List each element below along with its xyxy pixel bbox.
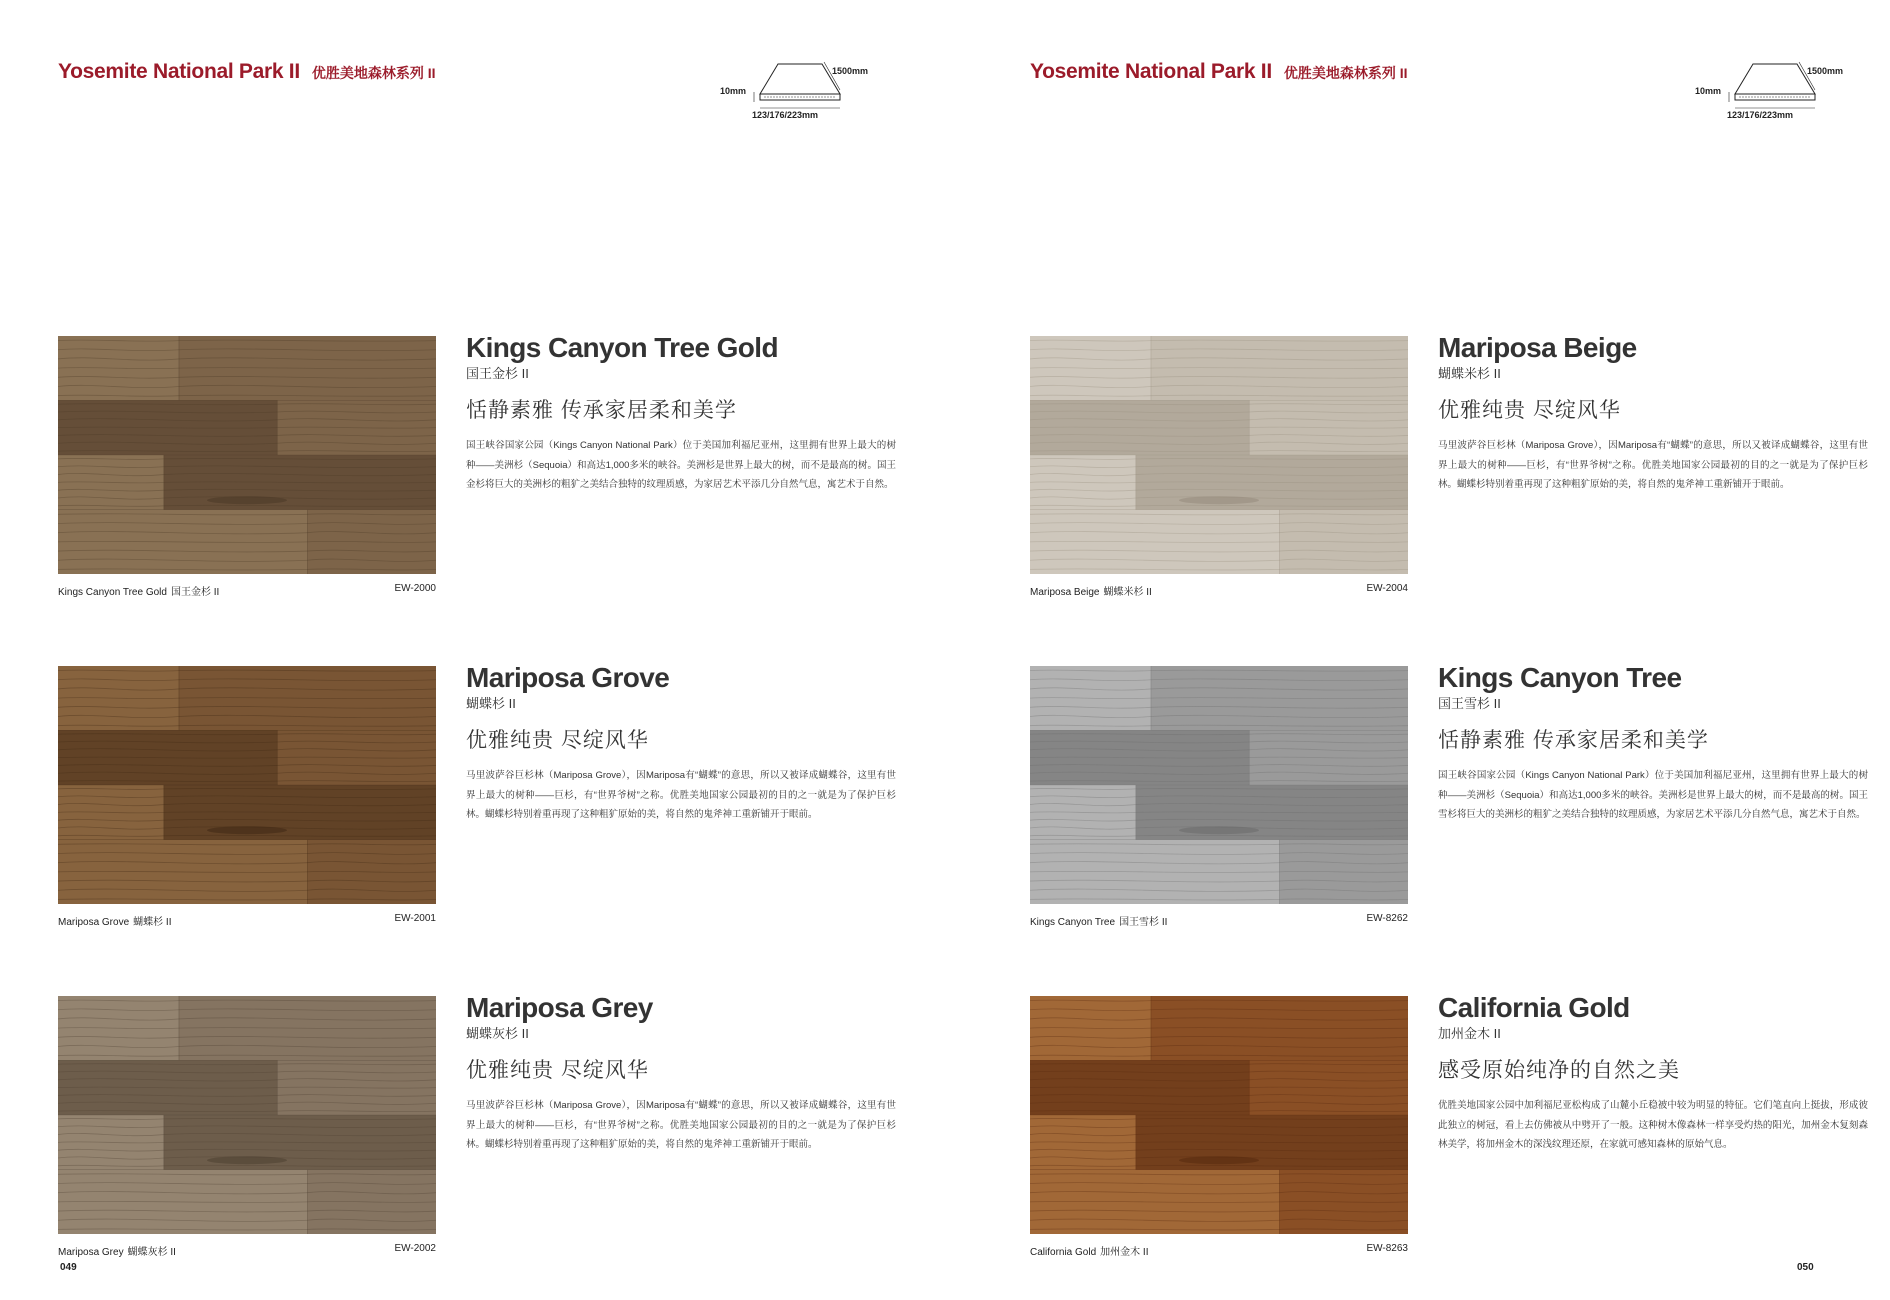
swatch-caption xyxy=(1030,583,1408,598)
swatch-caption xyxy=(1030,913,1408,928)
product-description xyxy=(466,992,896,1155)
product-code: EW-2000 xyxy=(394,583,436,594)
product-title: Mariposa Beige xyxy=(1438,332,1637,363)
product-code: EW-2004 xyxy=(1366,583,1408,594)
product-title: Mariposa Grove xyxy=(466,662,670,693)
caption-name-cn: 蝴蝶灰杉 II xyxy=(127,1247,176,1258)
series-header xyxy=(1030,60,1408,84)
product-description xyxy=(1438,332,1868,495)
product-subtitle: 国王雪杉 II xyxy=(1438,696,1501,711)
product-description xyxy=(1438,662,1868,825)
swatch-caption xyxy=(1030,1243,1408,1258)
spec-length: 1500mm xyxy=(1807,66,1844,76)
wood-swatch xyxy=(58,666,436,904)
product-card xyxy=(1030,666,1410,926)
product-card xyxy=(58,336,438,596)
product-slogan: 优雅纯贵 尽绽风华 xyxy=(1438,399,1621,422)
spec-thickness: 10mm xyxy=(1695,86,1722,96)
caption-name-en: Kings Canyon Tree xyxy=(1030,917,1116,928)
wood-swatch xyxy=(1030,666,1408,904)
product-subtitle: 加州金木 II xyxy=(1438,1026,1501,1041)
swatch-caption xyxy=(58,913,436,928)
series-title-en: Yosemite National Park II xyxy=(1030,60,1272,83)
wood-swatch xyxy=(58,996,436,1234)
product-title: Kings Canyon Tree Gold xyxy=(466,332,778,363)
product-title: Kings Canyon Tree xyxy=(1438,662,1682,693)
series-title-cn: 优胜美地森林系列 II xyxy=(311,65,436,81)
product-code: EW-8263 xyxy=(1366,1243,1408,1254)
wood-swatch xyxy=(58,336,436,574)
swatch-caption xyxy=(58,1243,436,1258)
page-number: 049 xyxy=(60,1262,77,1273)
spec-width: 123/176/223mm xyxy=(752,110,819,120)
product-body: 马里波萨谷巨杉林（Mariposa Grove），因Mariposa有“蝴蝶”的意思，所以又被译成蝴蝶谷，这里有世界上最大的树种——巨杉，有“世界爷树”之称。优胜美地国家公园最初的目的之一就是为了保护巨杉林。蝴蝶杉特别着重再现了这种粗犷原始的美，将自然的鬼斧神工重新铺开于眼前。 xyxy=(1438,440,1868,490)
product-body: 国王峡谷国家公园（Kings Canyon National Park）位于美国加利福尼亚州，这里拥有世界上最大的树种——美洲杉（Sequoia）和高达1,000多米的峡谷。美洲杉是世界上最大的树，而不是最高的树。国王雪杉将巨大的美洲杉的粗犷之美结合独特的纹理质感，为家居艺术平添几分自然气息，寓艺术于自然。 xyxy=(1438,770,1868,820)
product-card xyxy=(58,996,438,1256)
product-card xyxy=(58,666,438,926)
page-number: 050 xyxy=(1797,1262,1814,1273)
caption-name-en: Mariposa Beige xyxy=(1030,587,1100,598)
wood-swatch xyxy=(1030,336,1408,574)
right-page xyxy=(945,0,1890,1300)
product-slogan: 优雅纯贵 尽绽风华 xyxy=(466,729,649,752)
product-slogan: 优雅纯贵 尽绽风华 xyxy=(466,1059,649,1082)
series-title-cn: 优胜美地森林系列 II xyxy=(1283,65,1408,81)
caption-name-cn: 加州金木 II xyxy=(1100,1247,1149,1258)
product-slogan: 恬静素雅 传承家居柔和美学 xyxy=(1438,729,1709,752)
product-code: EW-2001 xyxy=(394,913,436,924)
product-subtitle: 蝴蝶米杉 II xyxy=(1438,366,1501,381)
plank-spec-diagram xyxy=(720,56,880,126)
caption-name-cn: 蝴蝶米杉 II xyxy=(1103,587,1152,598)
product-subtitle: 蝴蝶灰杉 II xyxy=(466,1026,529,1041)
series-title-en: Yosemite National Park II xyxy=(58,60,300,83)
plank-spec-diagram xyxy=(1695,56,1855,126)
caption-name-en: California Gold xyxy=(1030,1247,1097,1258)
spec-width: 123/176/223mm xyxy=(1727,110,1794,120)
product-slogan: 恬静素雅 传承家居柔和美学 xyxy=(466,399,737,422)
caption-name-en: Mariposa Grove xyxy=(58,917,130,928)
series-header xyxy=(58,60,436,84)
product-subtitle: 国王金杉 II xyxy=(466,366,529,381)
product-code: EW-8262 xyxy=(1366,913,1408,924)
product-slogan: 感受原始纯净的自然之美 xyxy=(1438,1059,1680,1082)
caption-name-cn: 国王金杉 II xyxy=(170,587,220,598)
product-title: California Gold xyxy=(1438,992,1630,1023)
product-body: 马里波萨谷巨杉林（Mariposa Grove），因Mariposa有“蝴蝶”的意思，所以又被译成蝴蝶谷，这里有世界上最大的树种——巨杉，有“世界爷树”之称。优胜美地国家公园最初的目的之一就是为了保护巨杉林。蝴蝶杉特别着重再现了这种粗犷原始的美，将自然的鬼斧神工重新铺开于眼前。 xyxy=(466,1100,896,1150)
caption-name-en: Mariposa Grey xyxy=(58,1247,124,1258)
product-description xyxy=(466,662,896,825)
product-description xyxy=(466,332,896,495)
swatch-caption xyxy=(58,583,436,598)
product-body: 国王峡谷国家公园（Kings Canyon National Park）位于美国加利福尼亚州，这里拥有世界上最大的树种——美洲杉（Sequoia）和高达1,000多米的峡谷。美洲杉是世界上最大的树，而不是最高的树。国王金杉将巨大的美洲杉的粗犷之美结合独特的纹理质感，为家居艺术平添几分自然气息，寓艺术于自然。 xyxy=(466,440,896,490)
caption-name-en: Kings Canyon Tree Gold xyxy=(58,587,167,598)
wood-swatch xyxy=(1030,996,1408,1234)
product-card xyxy=(1030,996,1410,1256)
product-card xyxy=(1030,336,1410,596)
product-title: Mariposa Grey xyxy=(466,992,653,1023)
caption-name-cn: 国王雪杉 II xyxy=(1119,917,1168,928)
product-description xyxy=(1438,992,1868,1155)
product-subtitle: 蝴蝶杉 II xyxy=(466,696,516,711)
product-body: 优胜美地国家公园中加利福尼亚松构成了山麓小丘稳被中较为明显的特征。它们笔直向上挺拔，形成彼此独立的树冠，看上去仿佛被从中劈开了一般。这种树木像森林一样享受灼热的阳光，加州金木复刻森林美学，将加州金木的深浅纹理还原，在家就可感知森林的原始气息。 xyxy=(1438,1100,1868,1150)
caption-name-cn: 蝴蝶杉 II xyxy=(133,917,172,928)
product-code: EW-2002 xyxy=(394,1243,436,1254)
product-body: 马里波萨谷巨杉林（Mariposa Grove），因Mariposa有“蝴蝶”的意思，所以又被译成蝴蝶谷，这里有世界上最大的树种——巨杉，有“世界爷树”之称。优胜美地国家公园最初的目的之一就是为了保护巨杉林。蝴蝶杉特别着重再现了这种粗犷原始的美，将自然的鬼斧神工重新铺开于眼前。 xyxy=(466,770,896,820)
spec-thickness: 10mm xyxy=(720,86,747,96)
spec-length: 1500mm xyxy=(832,66,869,76)
